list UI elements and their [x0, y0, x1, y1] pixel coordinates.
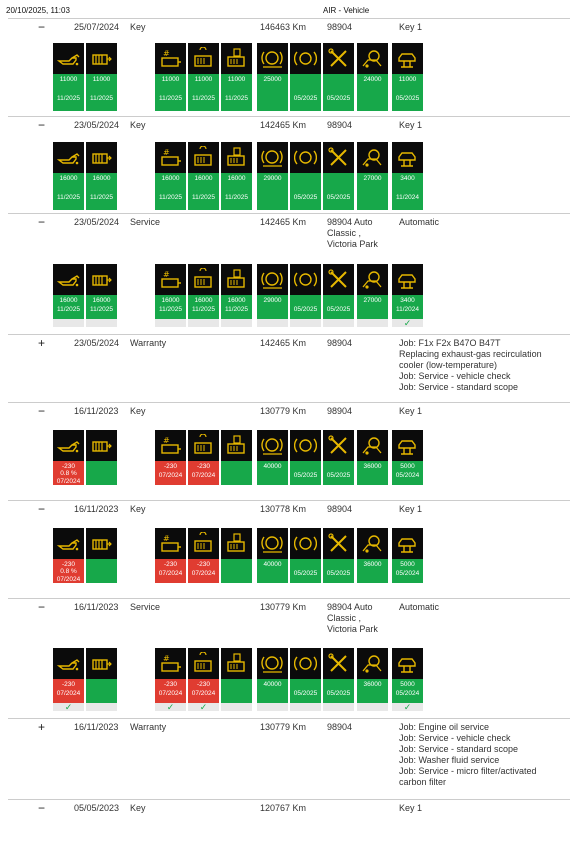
- row-divider: [8, 799, 570, 800]
- tile-value: -230: [61, 463, 75, 470]
- tile-date: 07/2024: [56, 690, 81, 697]
- entry-jobs: Job: Engine oil service Job: Service - vehicle check Job: Service - standard scope Job: Washer fluid service Job: Service - micro filter/activated carbon filter: [399, 722, 537, 787]
- service-tile: [290, 430, 321, 485]
- service-tile: [86, 648, 117, 703]
- microfilter-icon: [86, 648, 117, 679]
- service-tile: [290, 142, 321, 210]
- microfilter-icon: [86, 430, 117, 461]
- tile-date: 11/2025: [56, 306, 80, 313]
- entry-dealer: 98904: [327, 504, 353, 514]
- service-tile: [188, 528, 219, 583]
- tile-value: -230: [196, 463, 210, 470]
- brake-fluid-icon: [290, 43, 321, 74]
- fuel-filter-icon: [188, 430, 219, 461]
- entry-dealer: 98904: [327, 722, 353, 732]
- entry-date: 05/05/2023: [74, 803, 120, 813]
- tile-date: 07/2024: [56, 576, 81, 583]
- entry-mileage: 130779 Km: [260, 722, 307, 732]
- tile-value: -230: [163, 561, 177, 568]
- entry-date: 23/05/2024: [74, 217, 120, 227]
- tile-value: 5000: [400, 561, 415, 568]
- tile-status-bar: [221, 703, 252, 711]
- tile-date: 05/2025: [326, 306, 351, 313]
- tile-value: 11000: [59, 76, 78, 83]
- diesel-filter-icon: [221, 430, 252, 461]
- tile-value: 11000: [92, 76, 111, 83]
- vehicle-check-icon: [323, 430, 354, 461]
- row-divider: [8, 718, 570, 719]
- vehicle-check-icon: [323, 264, 354, 295]
- service-tile: [290, 264, 321, 319]
- entry-jobs: Job: F1x F2x B47O B47T Replacing exhaust-gas recirculation cooler (low-temperature) Job: Service - vehicle check Job: Service - standard scope: [399, 338, 542, 392]
- tile-date: 07/2024: [56, 478, 81, 485]
- tile-date: 11/2025: [191, 194, 215, 201]
- entry-source: Key 1: [399, 406, 423, 416]
- tile-value: 16000: [92, 297, 111, 304]
- entry-date: 16/11/2023: [74, 722, 119, 732]
- car-lift-icon: [392, 43, 423, 74]
- vehicle-check-icon: [323, 43, 354, 74]
- tile-value: 5000: [400, 463, 415, 470]
- spark-plugs-icon: [155, 528, 186, 559]
- service-tile: [257, 430, 288, 485]
- tile-value: 36000: [363, 561, 382, 568]
- spark-plugs-icon: [155, 648, 186, 679]
- entry-source: Automatic: [399, 602, 440, 612]
- service-tile: [155, 528, 186, 583]
- page-title: AIR - Vehicle: [323, 6, 370, 15]
- spark-plugs-icon: [155, 43, 186, 74]
- tile-date: 05/2025: [326, 194, 351, 201]
- service-tile: [86, 43, 117, 111]
- microfilter-icon: [86, 528, 117, 559]
- rear-brakes-icon: [357, 648, 388, 679]
- entry-source: Key 1: [399, 803, 423, 813]
- tile-date: 07/2024: [158, 570, 183, 577]
- service-tile: [392, 43, 423, 111]
- service-tile: [392, 648, 423, 703]
- service-tile: [323, 43, 354, 111]
- tile-date: 11/2024: [395, 306, 419, 313]
- microfilter-icon: [86, 142, 117, 173]
- tile-date: 11/2025: [158, 306, 182, 313]
- service-tile: [290, 43, 321, 111]
- service-tile: [357, 430, 388, 485]
- entry-date: 23/05/2024: [74, 120, 120, 130]
- fuel-filter-icon: [188, 528, 219, 559]
- expand-toggle[interactable]: −: [38, 118, 46, 132]
- engine-oil-icon: [53, 528, 84, 559]
- service-tile: [392, 264, 423, 319]
- tile-value: 3400: [400, 175, 415, 182]
- entry-dealer: 98904: [327, 120, 353, 130]
- tile-value: 16000: [194, 297, 213, 304]
- row-divider: [8, 598, 570, 599]
- tile-status-bar: [257, 319, 288, 327]
- entry-mileage: 130779 Km: [260, 406, 307, 416]
- svg-text:#: #: [163, 436, 170, 445]
- entry-date: 23/05/2024: [74, 338, 120, 348]
- brake-fluid-icon: [290, 430, 321, 461]
- fuel-filter-icon: [188, 142, 219, 173]
- vehicle-check-icon: [323, 142, 354, 173]
- tile-value: 29000: [263, 175, 282, 182]
- service-tile: [221, 142, 252, 210]
- spark-plugs-icon: [155, 142, 186, 173]
- entry-dealer: 98904: [327, 22, 353, 32]
- engine-oil-icon: [53, 142, 84, 173]
- service-tile: [357, 528, 388, 583]
- service-tile: [86, 142, 117, 210]
- entry-mileage: 146463 Km: [260, 22, 307, 32]
- front-brakes-icon: [257, 528, 288, 559]
- service-tile: [392, 142, 423, 210]
- diesel-filter-icon: [221, 142, 252, 173]
- fuel-filter-icon: [188, 264, 219, 295]
- tile-value: -230: [61, 561, 75, 568]
- entry-date: 16/11/2023: [74, 504, 119, 514]
- tile-date: 05/2025: [293, 194, 318, 201]
- rear-brakes-icon: [357, 430, 388, 461]
- service-tile: [257, 264, 288, 319]
- entry-type: Key: [130, 803, 146, 813]
- tile-date: 05/2025: [293, 472, 318, 479]
- tile-date: 07/2024: [191, 472, 216, 479]
- tile-date: 11/2025: [89, 95, 113, 102]
- tile-date: 11/2025: [191, 95, 215, 102]
- service-tile: [323, 528, 354, 583]
- tile-date: 11/2025: [224, 306, 248, 313]
- service-tile: [188, 264, 219, 319]
- tile-value: -230: [61, 681, 75, 688]
- front-brakes-icon: [257, 264, 288, 295]
- tile-value: 16000: [59, 297, 78, 304]
- row-divider: [8, 402, 570, 403]
- tile-value: 11000: [194, 76, 213, 83]
- check-icon: ✓: [166, 702, 175, 712]
- service-tile: [188, 430, 219, 485]
- car-lift-icon: [392, 648, 423, 679]
- front-brakes-icon: [257, 648, 288, 679]
- service-tile: [86, 528, 117, 583]
- service-tile: [290, 528, 321, 583]
- tile-value: 36000: [363, 463, 382, 470]
- service-tile: [53, 528, 84, 583]
- check-icon: ✓: [199, 702, 208, 712]
- service-tile: [357, 648, 388, 703]
- tile-value: 11000: [227, 76, 246, 83]
- tile-value: 16000: [92, 175, 111, 182]
- tile-date: 05/2025: [293, 570, 318, 577]
- entry-source: Key 1: [399, 120, 423, 130]
- tile-value: 36000: [363, 681, 382, 688]
- service-tile: [155, 648, 186, 703]
- tile-date: 11/2025: [224, 194, 248, 201]
- entry-date: 16/11/2023: [74, 602, 119, 612]
- service-tile: [221, 264, 252, 319]
- expand-toggle[interactable]: −: [38, 600, 46, 614]
- service-tile: [290, 648, 321, 703]
- tile-date: 07/2024: [158, 472, 183, 479]
- entry-type: Service: [130, 602, 161, 612]
- expand-toggle[interactable]: −: [38, 20, 46, 34]
- tile-status-bar: [257, 703, 288, 711]
- rear-brakes-icon: [357, 264, 388, 295]
- row-divider: [8, 500, 570, 501]
- tile-value: 16000: [194, 175, 213, 182]
- service-tile: [188, 142, 219, 210]
- tile-value: 16000: [161, 297, 180, 304]
- diesel-filter-icon: [221, 528, 252, 559]
- entry-type: Key: [130, 406, 146, 416]
- tile-date: 11/2025: [224, 95, 248, 102]
- microfilter-icon: [86, 264, 117, 295]
- entry-date: 16/11/2023: [74, 406, 119, 416]
- microfilter-icon: [86, 43, 117, 74]
- vehicle-check-icon: [323, 528, 354, 559]
- expand-toggle[interactable]: −: [38, 502, 46, 516]
- tile-date: 11/2025: [56, 95, 80, 102]
- front-brakes-icon: [257, 142, 288, 173]
- tile-value: 27000: [363, 297, 382, 304]
- tile-date: 05/2025: [293, 95, 318, 102]
- expand-toggle[interactable]: +: [38, 720, 46, 734]
- rear-brakes-icon: [357, 528, 388, 559]
- brake-fluid-icon: [290, 648, 321, 679]
- expand-toggle[interactable]: −: [38, 801, 46, 815]
- entry-source: Automatic: [399, 217, 440, 227]
- service-tile: [221, 528, 252, 583]
- tile-status-bar: [86, 703, 117, 711]
- engine-oil-icon: [53, 648, 84, 679]
- tile-date: 05/2025: [395, 95, 420, 102]
- tile-date: 11/2025: [191, 306, 215, 313]
- rear-brakes-icon: [357, 43, 388, 74]
- diesel-filter-icon: [221, 648, 252, 679]
- engine-oil-icon: [53, 43, 84, 74]
- entry-dealer: 98904: [327, 406, 353, 416]
- expand-toggle[interactable]: −: [38, 215, 46, 229]
- entry-mileage: 130778 Km: [260, 504, 307, 514]
- tile-date: 05/2025: [293, 306, 318, 313]
- entry-mileage: 120767 Km: [260, 803, 307, 813]
- entry-type: Warranty: [130, 722, 167, 732]
- rear-brakes-icon: [357, 142, 388, 173]
- service-tile: [188, 43, 219, 111]
- entry-mileage: 142465 Km: [260, 217, 307, 227]
- tile-date: 07/2024: [191, 570, 216, 577]
- print-datetime: 20/10/2025, 11:03: [6, 6, 70, 15]
- service-tile: [392, 430, 423, 485]
- service-tile: [155, 430, 186, 485]
- tile-value: 40000: [263, 681, 282, 688]
- check-icon: ✓: [403, 702, 412, 712]
- tile-date: 05/2025: [326, 570, 351, 577]
- entry-mileage: 142465 Km: [260, 338, 307, 348]
- tile-value: 24000: [363, 76, 382, 83]
- diesel-filter-icon: [221, 264, 252, 295]
- service-tile: [323, 430, 354, 485]
- spark-plugs-icon: [155, 430, 186, 461]
- entry-source: Key 1: [399, 22, 423, 32]
- svg-text:#: #: [163, 654, 170, 663]
- tile-value: 16000: [227, 175, 246, 182]
- fuel-filter-icon: [188, 43, 219, 74]
- service-tile: [155, 43, 186, 111]
- tile-value: 40000: [263, 561, 282, 568]
- service-tile: [323, 142, 354, 210]
- front-brakes-icon: [257, 43, 288, 74]
- tile-status-bar: [188, 319, 219, 327]
- service-tile: [53, 430, 84, 485]
- entry-source: Key 1: [399, 504, 423, 514]
- car-lift-icon: [392, 528, 423, 559]
- tile-value: 5000: [400, 681, 415, 688]
- spark-plugs-icon: [155, 264, 186, 295]
- tile-status-bar: [155, 319, 186, 327]
- entry-type: Service: [130, 217, 161, 227]
- tile-status-bar: [357, 703, 388, 711]
- tile-date: 05/2025: [326, 95, 351, 102]
- brake-fluid-icon: [290, 264, 321, 295]
- service-tile: [323, 648, 354, 703]
- tile-value: 11000: [398, 76, 417, 83]
- engine-oil-icon: [53, 264, 84, 295]
- tile-status-bar: [53, 319, 84, 327]
- expand-toggle[interactable]: −: [38, 404, 46, 418]
- entry-dealer: 98904 Auto Classic , Victoria Park: [327, 602, 378, 634]
- svg-text:#: #: [163, 534, 170, 543]
- service-tile: [357, 142, 388, 210]
- tile-value: 27000: [363, 175, 382, 182]
- service-tile: [155, 142, 186, 210]
- tile-value: 29000: [263, 297, 282, 304]
- service-tile: [357, 43, 388, 111]
- tile-date: 11/2025: [89, 306, 113, 313]
- service-tile: [221, 430, 252, 485]
- car-lift-icon: [392, 264, 423, 295]
- tile-value: 11000: [161, 76, 180, 83]
- tile-date: 05/2024: [395, 570, 420, 577]
- row-divider: [8, 334, 570, 335]
- front-brakes-icon: [257, 430, 288, 461]
- entry-mileage: 142465 Km: [260, 120, 307, 130]
- tile-date: 11/2025: [56, 194, 80, 201]
- row-divider: [8, 213, 570, 214]
- tile-value: 25000: [263, 76, 282, 83]
- tile-status-bar: [357, 319, 388, 327]
- tile-date: 05/2025: [293, 690, 318, 697]
- tile-date: 11/2025: [158, 194, 182, 201]
- service-tile: [357, 264, 388, 319]
- tile-date: 05/2025: [326, 472, 351, 479]
- tile-date: 11/2025: [158, 95, 182, 102]
- tile-percent: 0.8 %: [60, 568, 77, 575]
- check-icon: ✓: [64, 702, 73, 712]
- tile-status-bar: [323, 319, 354, 327]
- entry-dealer: 98904: [327, 338, 353, 348]
- tile-value: -230: [163, 681, 177, 688]
- entry-type: Key: [130, 22, 146, 32]
- service-tile: [221, 648, 252, 703]
- fuel-filter-icon: [188, 648, 219, 679]
- tile-date: 05/2024: [395, 472, 420, 479]
- service-tile: [392, 528, 423, 583]
- service-tile: [53, 142, 84, 210]
- tile-value: -230: [196, 561, 210, 568]
- svg-text:#: #: [163, 49, 170, 58]
- car-lift-icon: [392, 430, 423, 461]
- service-tile: [323, 264, 354, 319]
- tile-status-bar: [290, 703, 321, 711]
- tile-status-bar: [86, 319, 117, 327]
- entry-type: Key: [130, 504, 146, 514]
- service-tile: [257, 43, 288, 111]
- entry-dealer: 98904 Auto Classic , Victoria Park: [327, 217, 378, 249]
- row-divider: [8, 116, 570, 117]
- tile-status-bar: [323, 703, 354, 711]
- svg-text:#: #: [163, 148, 170, 157]
- service-tile: [86, 264, 117, 319]
- svg-text:#: #: [163, 270, 170, 279]
- service-tile: [53, 43, 84, 111]
- row-divider: [8, 18, 570, 19]
- service-tile: [257, 528, 288, 583]
- service-tile: [53, 264, 84, 319]
- tile-date: 05/2024: [395, 690, 420, 697]
- tile-value: -230: [196, 681, 210, 688]
- diesel-filter-icon: [221, 43, 252, 74]
- service-tile: [257, 648, 288, 703]
- service-tile: [221, 43, 252, 111]
- tile-status-bar: [221, 319, 252, 327]
- tile-value: 16000: [59, 175, 78, 182]
- service-tile: [155, 264, 186, 319]
- tile-date: 07/2024: [191, 690, 216, 697]
- brake-fluid-icon: [290, 528, 321, 559]
- check-icon: ✓: [403, 318, 412, 328]
- car-lift-icon: [392, 142, 423, 173]
- tile-date: 05/2025: [326, 690, 351, 697]
- engine-oil-icon: [53, 430, 84, 461]
- tile-value: 40000: [263, 463, 282, 470]
- tile-percent: 0.8 %: [60, 470, 77, 477]
- entry-type: Key: [130, 120, 146, 130]
- tile-value: 16000: [161, 175, 180, 182]
- entry-mileage: 130779 Km: [260, 602, 307, 612]
- service-tile: [86, 430, 117, 485]
- entry-type: Warranty: [130, 338, 167, 348]
- tile-date: 07/2024: [158, 690, 183, 697]
- tile-status-bar: [290, 319, 321, 327]
- service-tile: [188, 648, 219, 703]
- tile-value: -230: [163, 463, 177, 470]
- brake-fluid-icon: [290, 142, 321, 173]
- tile-date: 11/2025: [89, 194, 113, 201]
- entry-date: 25/07/2024: [74, 22, 120, 32]
- service-tile: [53, 648, 84, 703]
- vehicle-check-icon: [323, 648, 354, 679]
- tile-value: 3400: [400, 297, 415, 304]
- expand-toggle[interactable]: +: [38, 336, 46, 350]
- tile-value: 16000: [227, 297, 246, 304]
- tile-date: 11/2024: [395, 194, 419, 201]
- service-tile: [257, 142, 288, 210]
